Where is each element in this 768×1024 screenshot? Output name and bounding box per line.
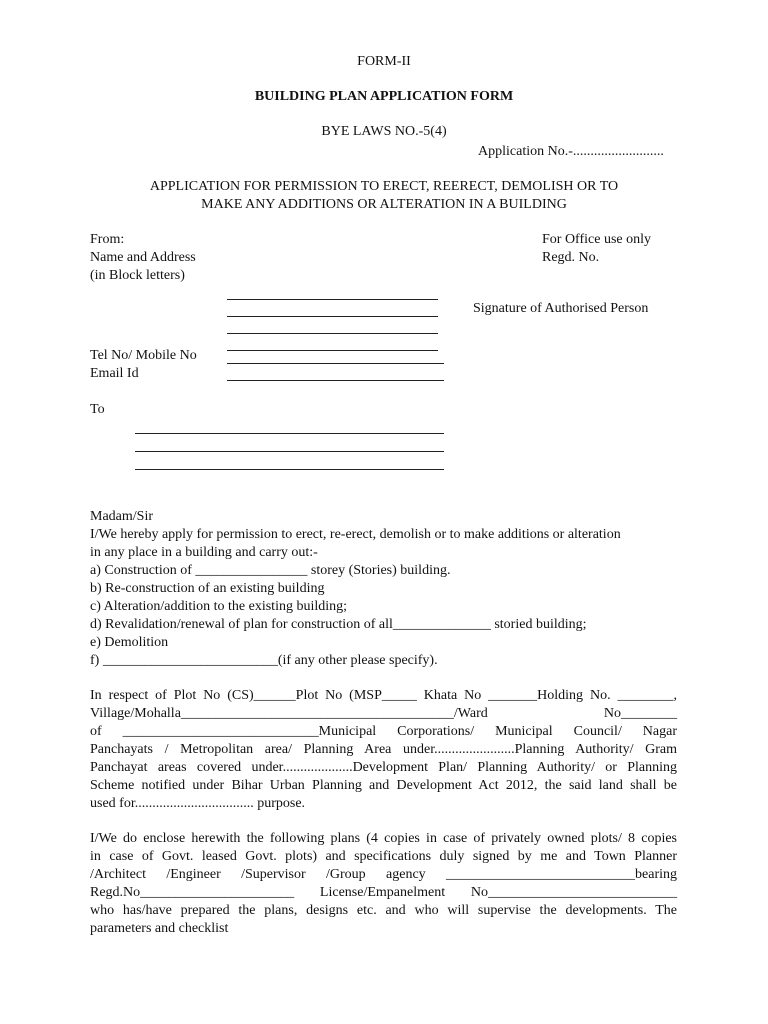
email-label: Email Id: [90, 366, 139, 381]
item-a: a) Construction of ________________ storey (Stories) building.: [90, 563, 451, 578]
address-line-4[interactable]: [227, 350, 438, 351]
apply-line-2: in any place in a building and carry out:-: [90, 545, 318, 560]
subject-line-1: APPLICATION FOR PERMISSION TO ERECT, REERECT, DEMOLISH OR TO: [149, 179, 619, 194]
form-number: FORM-II: [357, 54, 411, 69]
address-line-2[interactable]: [227, 316, 438, 317]
address-line-3[interactable]: [227, 333, 438, 334]
enclose-line-2: in case of Govt. leased Govt. plots) and specifications duly signed by me and Town Planner: [90, 849, 677, 864]
to-address-line-2[interactable]: [135, 451, 444, 452]
from-label: From:: [90, 232, 125, 247]
signature-label: Signature of Authorised Person: [473, 301, 649, 316]
subject-line-2: MAKE ANY ADDITIONS OR ALTERATION IN A BUILDING: [201, 197, 567, 212]
name-address-label: Name and Address: [90, 250, 196, 265]
application-paragraph: [90, 526, 677, 670]
to-label: To: [90, 402, 105, 417]
email-field[interactable]: [227, 380, 444, 381]
plot-line-5: Panchayat areas covered under....................Development Plan/ Planning Authority/ or Planning: [90, 760, 677, 775]
enclose-paragraph: [90, 830, 677, 938]
item-e: e) Demolition: [90, 635, 169, 650]
plot-line-4: Panchayats / Metropolitan area/ Planning Area under.......................Planning Authority/ Gram: [90, 742, 677, 757]
office-use-label: For Office use only: [542, 232, 651, 247]
apply-line-1: I/We hereby apply for permission to erect, re-erect, demolish or to make additions or alteration: [90, 527, 621, 542]
item-f: f) _________________________(if any other please specify).: [90, 653, 438, 668]
plot-line-6: Scheme notified under Bihar Urban Planning and Development Act 2012, the said land shall be: [90, 778, 677, 793]
enclose-line-3: /Architect /Engineer /Supervisor /Group agency ___________________________bearing: [90, 867, 677, 882]
tel-field[interactable]: [227, 363, 444, 364]
tel-label: Tel No/ Mobile No: [90, 348, 197, 363]
item-c: c) Alteration/addition to the existing building;: [90, 599, 348, 614]
plot-line-3: of ____________________________Municipal Corporations/ Municipal Council/ Nagar: [90, 724, 677, 739]
to-address-line-3[interactable]: [135, 469, 444, 470]
plot-paragraph: [90, 687, 677, 813]
item-d: d) Revalidation/renewal of plan for construction of all______________ storied building;: [90, 617, 587, 632]
plot-line-1: In respect of Plot No (CS)______Plot No (MSP_____ Khata No _______Holding No. ________,: [90, 688, 677, 703]
plot-line-2: Village/Mohalla_______________________________________/Ward No________: [90, 706, 677, 721]
enclose-line-5: who has/have prepared the plans, designs etc. and who will supervise the developments. The: [90, 903, 677, 918]
enclose-line-4: Regd.No______________________ License/Empanelment No___________________________: [90, 885, 677, 900]
enclose-line-6: parameters and checklist: [90, 921, 229, 936]
block-letters-label: (in Block letters): [90, 268, 185, 283]
plot-line-7: used for.................................. purpose.: [90, 796, 306, 811]
bye-laws: BYE LAWS NO.-5(4): [321, 124, 447, 139]
application-number: Application No.-..........................: [478, 144, 664, 159]
form-title: BUILDING PLAN APPLICATION FORM: [254, 89, 514, 104]
to-address-line-1[interactable]: [135, 433, 444, 434]
regd-no-label: Regd. No.: [542, 250, 600, 265]
enclose-line-1: I/We do enclose herewith the following plans (4 copies in case of privately owned plots/ 8 copies: [90, 831, 677, 846]
salutation: Madam/Sir: [90, 509, 153, 524]
address-line-1[interactable]: [227, 299, 438, 300]
item-b: b) Re-construction of an existing building: [90, 581, 325, 596]
